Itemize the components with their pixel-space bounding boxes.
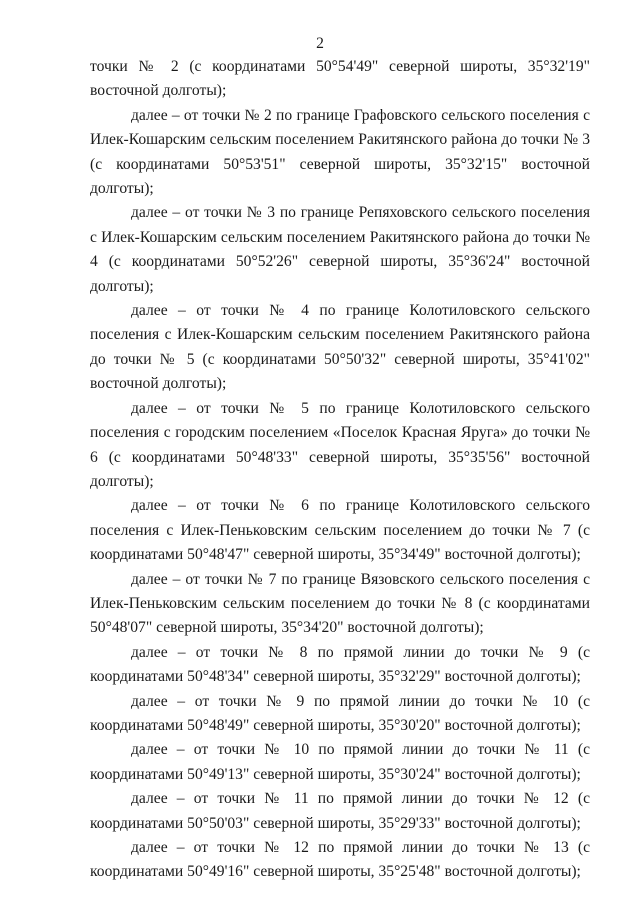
paragraph: далее – от точки № 7 по границе Вязовского сельского поселения с Илек-Пеньковским сельским поселением до точки № 8 (с координатами 50°48'07" северной широты, 35°34'20" восточной долготы); — [90, 570, 590, 637]
paragraph: далее – от точки № 8 по прямой линии до точки № 9 (с координатами 50°48'34" северной широты, 35°32'29" восточной долготы); — [90, 643, 590, 686]
paragraph: далее – от точки № 6 по границе Колотиловского сельского поселения с Илек-Пеньковским сельским поселением до точки № 7 (с координатами 50°48'47" северной широты, 35°34'49" восточной долготы); — [90, 497, 590, 564]
paragraph: далее – от точки № 2 по границе Графовского сельского поселения с Илек-Кошарским сельским поселением Ракитянского района до точки № 3 (с координатами 50°53'51" северной широты, 35°32'15" восточной долготы); — [90, 106, 590, 198]
paragraph: далее – от точки № 11 по прямой линии до точки № 12 (с координатами 50°50'03" северной широты, 35°29'33" восточной долготы); — [90, 790, 590, 832]
paragraph: далее – от точки № 5 по границе Колотиловского сельского поселения с городским поселением «Поселок Красная Яруга» до точки № 6 (с координатами 50°48'33" северной широты, 35°35'56" восточной долготы); — [90, 399, 590, 490]
document-body — [90, 55, 590, 885]
paragraph: далее – от точки № 4 по границе Колотиловского сельского поселения с Илек-Кошарским сельским поселением Ракитянского района до точки № 5 (с координатами 50°50'32" северной широты, 35°41'02" восточной долготы); — [90, 302, 590, 393]
page-number: 2 — [316, 35, 324, 52]
paragraph: далее – от точки № 12 по прямой линии до точки № 13 (с координатами 50°49'16" северной широты, 35°25'48" восточной долготы); — [90, 839, 590, 881]
paragraph: точки № 2 (с координатами 50°54'49" северной широты, 35°32'19" восточной долготы); — [90, 58, 590, 100]
paragraph: далее – от точки № 9 по прямой линии до точки № 10 (с координатами 50°48'49" северной широты, 35°30'20" восточной долготы); — [90, 692, 590, 734]
paragraph: далее – от точки № 3 по границе Репяховского сельского поселения с Илек-Кошарским сельским поселением Ракитянского района до точки № 4 (с координатами 50°52'26" северной широты, 35°36'24" восточной долготы); — [90, 204, 590, 295]
paragraph: далее – от точки № 10 по прямой линии до точки № 11 (с координатами 50°49'13" северной широты, 35°30'24" восточной долготы); — [90, 741, 590, 783]
